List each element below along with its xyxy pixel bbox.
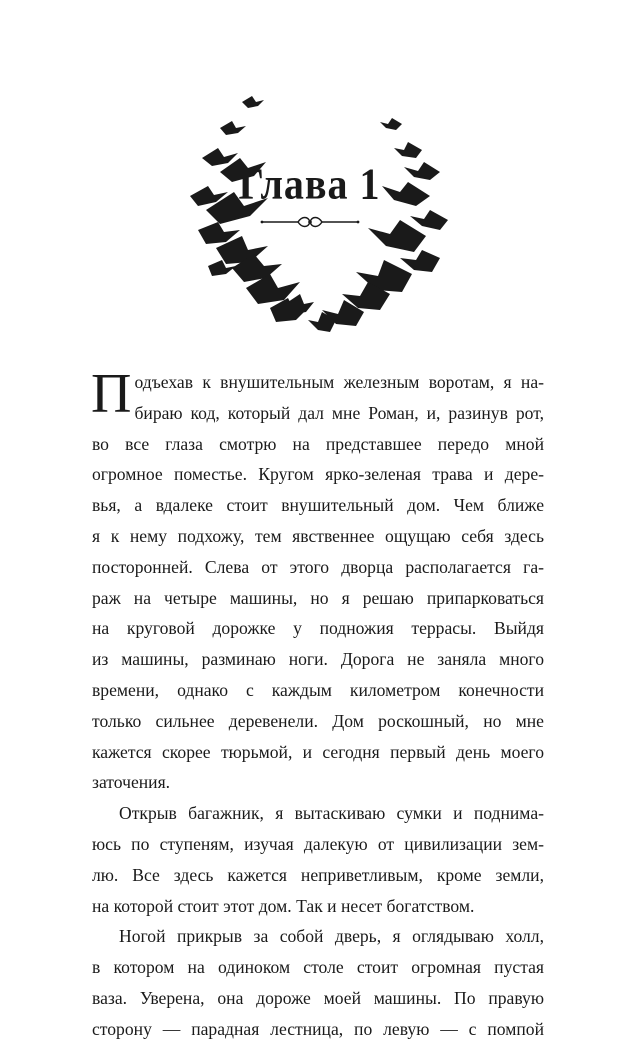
text-line: только сильнее деревенели. Дом роскошный, но мне: [92, 710, 544, 731]
text-line: одъехав к внушительным железным воротам, я на-: [134, 372, 544, 392]
text-line: во все глаза смотрю на представшее передо мной: [92, 433, 544, 454]
text-line: заточения.: [92, 772, 171, 793]
text-line: лю. Все здесь кажется неприветливым, кроме земли,: [92, 864, 544, 885]
chapter-body: [91, 363, 544, 1045]
text-line: бираю код, который дал мне Роман, и, разинув рот,: [134, 402, 544, 423]
text-line: Ногой прикрыв за собой дверь, я оглядываю холл,: [119, 926, 544, 947]
text-line: юсь по ступеням, изучая далекую от цивилизации зем-: [92, 833, 544, 854]
text-line: раж на четыре машины, но я решаю припарковаться: [92, 587, 544, 608]
text-line: на которой стоит этот дом. Так и несет богатством.: [92, 895, 475, 916]
flourish-divider-icon: [258, 214, 362, 230]
text-line: вья, а вдалеке стоит внушительный дом. Чем ближе: [92, 495, 544, 516]
text-line: посторонней. Слева от этого дворца располагается га-: [92, 556, 544, 577]
text-line: в котором на одиноком столе стоит огромная пустая: [92, 957, 544, 978]
drop-cap: П: [91, 363, 132, 425]
chapter-title: Глава 1: [238, 158, 381, 209]
text-line: кажется скорее тюрьмой, и сегодня первый день моего: [92, 741, 544, 762]
text-line: из машины, разминаю ноги. Дорога не заняла много: [92, 649, 544, 670]
text-line: я к нему подхожу, тем явственнее ощущаю себя здесь: [92, 525, 544, 546]
paragraph: [92, 921, 544, 1044]
text-line: Открыв багажник, я вытаскиваю сумки и поднима-: [119, 803, 544, 824]
text-line: на круговой дорожке у подножия террасы. Выйдя: [92, 618, 544, 639]
text-line: ваза. Уверена, она дороже моей машины. По правую: [92, 987, 544, 1008]
text-line: огромное поместье. Кругом ярко-зеленая трава и дере-: [92, 464, 544, 485]
paragraph: [91, 363, 544, 798]
text-line: сторону — парадная лестница, по левую — с помпой: [92, 1018, 544, 1039]
paragraph: [92, 798, 544, 921]
text-line: времени, однако с каждым километром конечности: [92, 679, 544, 700]
